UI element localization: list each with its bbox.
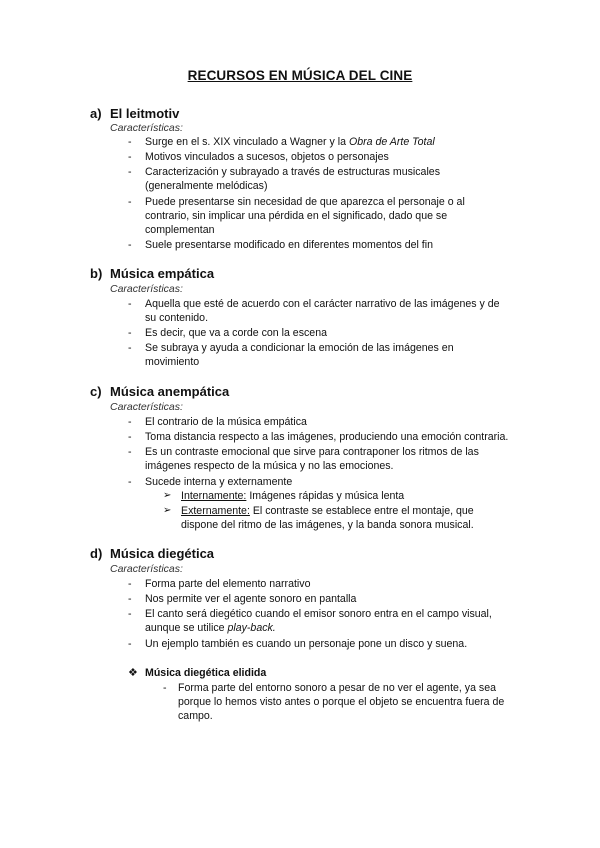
list-item-cont: movimiento: [145, 356, 200, 368]
list-item-cont: complementan: [145, 224, 215, 236]
list-item: El canto será diegético cuando el emisor sonoro entra en el campo visual,: [145, 608, 492, 620]
list-item: Sucede interna y externamente: [145, 476, 293, 488]
section-title: El leitmotiv: [110, 106, 180, 121]
list-item-cont: campo.: [178, 710, 213, 722]
section-heading-b: [90, 266, 214, 281]
list-item: Caracterización y subrayado a través de estructuras musicales: [145, 166, 440, 178]
sub-list-item: Internamente: Imágenes rápidas y música lenta: [181, 490, 405, 502]
list-item: Puede presentarse sin necesidad de que aparezca el personaje o al: [145, 196, 465, 208]
list-item: Es un contraste emocional que sirve para contraponer los ritmos de las: [145, 446, 479, 458]
section-title: Música empática: [110, 266, 215, 281]
bullet-dash: -: [128, 196, 132, 208]
list-item: Surge en el s. XIX vinculado a Wagner y la Obra de Arte Total: [145, 136, 435, 148]
bullet-dash: -: [128, 298, 132, 310]
section-letter: c): [90, 384, 102, 399]
list-item: Forma parte del elemento narrativo: [145, 578, 311, 590]
section-heading-c: [90, 384, 229, 399]
bullet-dash: -: [128, 593, 132, 605]
bullet-dash: -: [128, 166, 132, 178]
section-heading-d: [90, 546, 214, 561]
bullet-dash: -: [128, 239, 132, 251]
bullet-dash: -: [128, 416, 132, 428]
bullet-dash: -: [128, 327, 132, 339]
caracteristicas-label: Características:: [110, 563, 183, 575]
list-item: Forma parte del entorno sonoro a pesar de no ver el agente, ya sea: [178, 682, 497, 694]
list-item: Es decir, que va a corde con la escena: [145, 327, 327, 339]
list-item: Toma distancia respecto a las imágenes, produciendo una emoción contraria.: [145, 431, 509, 443]
arrow-bullet-icon: ➢: [163, 490, 172, 501]
bullet-dash: -: [128, 431, 132, 443]
bullet-dash: -: [128, 446, 132, 458]
list-item-cont: aunque se utilice play-back.: [145, 622, 276, 634]
bullet-dash: -: [128, 476, 132, 488]
bullet-dash: -: [163, 682, 167, 694]
bullet-dash: -: [128, 136, 132, 148]
subsection-heading: Música diegética elidida: [145, 667, 267, 679]
list-item: El contrario de la música empática: [145, 416, 307, 428]
caracteristicas-label: Características:: [110, 122, 183, 134]
section-letter: d): [90, 546, 103, 561]
list-item: Nos permite ver el agente sonoro en pantalla: [145, 593, 357, 605]
caracteristicas-label: Características:: [110, 283, 183, 295]
list-item: Un ejemplo también es cuando un personaje pone un disco y suena.: [145, 638, 468, 650]
list-item: Se subraya y ayuda a condicionar la emoción de las imágenes en: [145, 342, 454, 354]
section-heading-a: [90, 106, 179, 121]
section-title: Música anempática: [110, 384, 230, 399]
section-letter: a): [90, 106, 102, 121]
list-item: Motivos vinculados a sucesos, objetos o personajes: [145, 151, 389, 163]
list-item-cont: imágenes respecto de la música y no las emociones.: [145, 460, 394, 472]
sub-list-item-cont: dispone del ritmo de las imágenes, y la banda sonora musical.: [181, 519, 474, 531]
bullet-dash: -: [128, 151, 132, 163]
sub-list-item: Externamente: El contraste se establece entre el montaje, que: [181, 505, 474, 517]
list-item-cont: (generalmente melódicas): [145, 180, 268, 192]
section-letter: b): [90, 266, 103, 281]
caracteristicas-label: Características:: [110, 401, 183, 413]
list-item-cont: porque lo hemos visto antes o porque el objeto se encuentra fuera de: [178, 696, 505, 708]
bullet-dash: -: [128, 638, 132, 650]
list-item: Suele presentarse modificado en diferentes momentos del fin: [145, 239, 433, 251]
bullet-dash: -: [128, 342, 132, 354]
diamond-bullet-icon: ❖: [128, 667, 138, 679]
section-title: Música diegética: [110, 546, 215, 561]
list-item-cont: contrario, sin implicar una pérdida en el significado, dado que se: [145, 210, 448, 222]
page-title: RECURSOS EN MÚSICA DEL CINE: [187, 68, 413, 83]
bullet-dash: -: [128, 608, 132, 620]
bullet-dash: -: [128, 578, 132, 590]
list-item-cont: su contenido.: [145, 312, 209, 324]
list-item: Aquella que esté de acuerdo con el carácter narrativo de las imágenes y de: [145, 298, 500, 310]
arrow-bullet-icon: ➢: [163, 505, 172, 516]
